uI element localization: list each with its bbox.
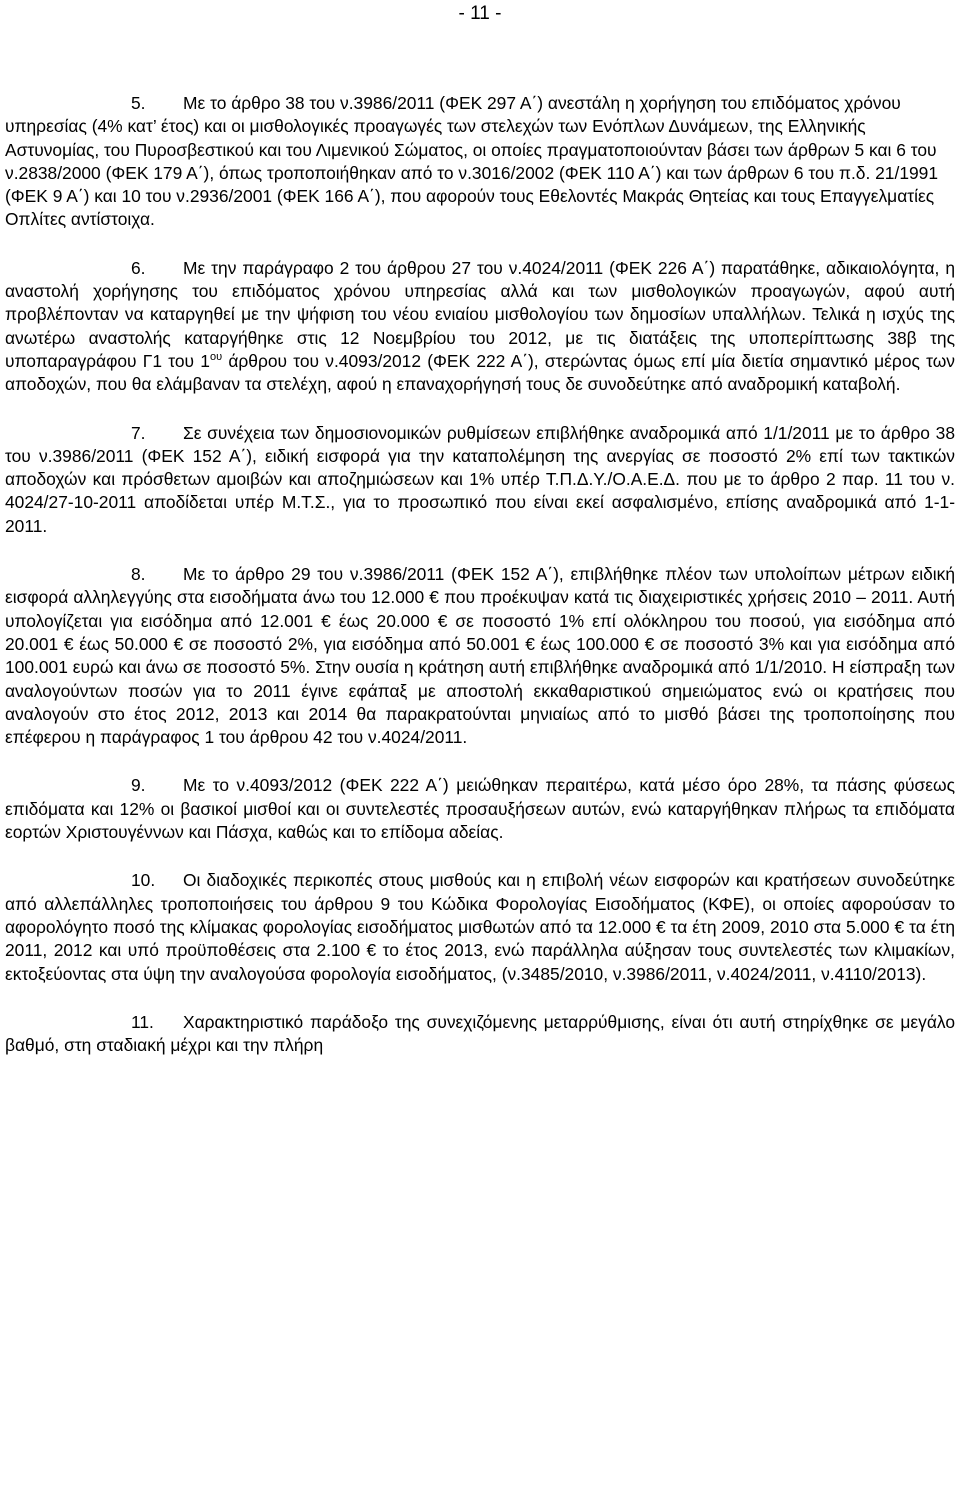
paragraph-11 — [5, 1011, 955, 1058]
paragraph-number: 7. — [131, 422, 146, 443]
paragraph-7 — [5, 422, 955, 538]
paragraph-number: 11. — [131, 1011, 154, 1032]
paragraph-text: Με το ν.4093/2012 (ΦΕΚ 222 Α΄) μειώθηκαν περαιτέρω, κατά μέσο όρο 28%, τα πάσης φύσεως επιδόματα και 12% οι βασικοί μισθοί και οι συντελεστές προσαυξήσεων αυτών, ενώ καταργήθηκαν πλήρως τα επιδόματα εορτών Χριστουγέννων και Πάσχα, καθώς και το επίδομα αδείας. — [5, 775, 955, 843]
ordinal-superscript: ου — [209, 351, 223, 364]
paragraph-text: Με το άρθρο 29 του ν.3986/2011 (ΦΕΚ 152 Α΄), επιβλήθηκε πλέον των υπολοίπων μέτρων ειδική εισφορά αλληλεγγύης στα εισοδήματα άνω του 12.000 € που προέκυψαν κατά τις διαχειριστικές χρήσεις 2010 – 2011. Αυτή υπολογίζεται για εισόδημα από 12.001 € έως 20.000 € σε ποσοστό 1% επί ολόκληρου του ποσού, για εισόδημα από 20.001 € έως 50.000 € σε ποσοστό 2%, για εισόδημα από 50.001 € έως 100.000 € σε ποσοστό 3% και για εισόδημα από 100.001 ευρώ και άνω σε ποσοστό 5%. Στην ουσία η κράτηση αυτή επιβλήθηκε αναδρομικά από 1/1/2010. Η είσπραξη των αναλογούντων ποσών για το 2011 έγινε εφάπαξ με αποστολή εκκαθαριστικού σημειώματος ενώ οι κρατήσεις που αναλογούν στο έτος 2012, 2013 και 2014 θα παρακρατούνται μηνιαίως από το μισθό βάσει της τροποποίησης που επέφερου η παράγραφος 1 του άρθρου 42 του ν.4024/2011. — [5, 564, 955, 748]
paragraph-text: Σε συνέχεια των δημοσιονομικών ρυθμίσεων επιβλήθηκε αναδρομικά από 1/1/2011 με το άρθρο 38 του ν.3986/2011 (ΦΕΚ 152 Α΄), ειδική εισφορά για την καταπολέμηση της ανεργίας σε ποσοστό 2% επί των τακτικών αποδοχών και πρόσθετων αμοιβών και αποζημιώσεων και 1% υπέρ Τ.Π.Δ.Υ./Ο.Α.Ε.Δ. που με το άρθρο 2 παρ. 11 του ν. 4024/27-10-2011 αποδίδεται υπέρ Μ.Τ.Σ., για το προσωπικό που είναι εκεί ασφαλισμένο, επίσης αναδρομικά από 1-1-2011. — [5, 422, 955, 536]
paragraph-text: Οι διαδοχικές περικοπές στους μισθούς και η επιβολή νέων εισφορών και κρατήσεων συνοδεύτηκε από αλλεπάλληλες τροποποιήσεις του άρθρου 9 του Κώδικα Φορολογίας Εισοδήματος (ΚΦΕ), οι οποίες αφορούσαν το αφορολόγητο ποσό της κλίμακας φορολογίας εισοδήματος μισθωτών από τα 12.000 € τα έτη 2009, 2010 στα 5.000 € τα έτη 2011, 2012 και υπό προϋποθέσεις στα 2.100 € το έτος 2013, ενώ παράλληλα αύξησαν τους συντελεστές των κλιμακίων, εκτοξεύοντας στα ύψη την αναλογούσα φορολογία εισοδήματος, (ν.3485/2010, ν.3986/2011, ν.4024/2011, ν.4110/2013). — [5, 870, 955, 984]
paragraph-text-continued: άρθρου του ν.4093/2012 (ΦΕΚ 222 Α΄), στερώντας όμως επί μία διετία σημαντικό μέρος των αποδοχών, που θα ελάμβαναν τα στελέχη, αφού η επαναχορήγησή τους δε συνοδεύτηκε από αναδρομική καταβολή. — [5, 350, 955, 395]
paragraph-text: Με την παράγραφο 2 του άρθρου 27 του ν.4024/2011 (ΦΕΚ 226 Α΄) παρατάθηκε, αδικαιολόγητα, η αναστολή χορήγησης του επιδόματος χρόνου υπηρεσίας αλλά και των μισθολογικών προαγωγών, αφού αυτή προβλέπονταν να καταργηθεί με την ψήφιση του νέου ενιαίου μισθολογίου των δημοσίων υπαλλήλων. Τελικά η ισχύς της ανωτέρω αναστολής καταργήθηκε στις 12 Νοεμβρίου του 2012, με τις διατάξεις της υποπερίπτωσης 38β της υποπαραγράφου Γ1 του 1 — [5, 257, 955, 371]
paragraph-8 — [5, 563, 955, 749]
paragraph-number: 5. — [131, 93, 146, 113]
document-body — [5, 92, 955, 1082]
paragraph-9 — [5, 774, 955, 844]
paragraph-5 — [5, 92, 955, 232]
paragraph-6 — [5, 257, 955, 397]
paragraph-number: 9. — [131, 775, 146, 796]
paragraph-number: 10. — [131, 870, 156, 891]
page-number: - 11 - — [458, 3, 502, 24]
paragraph-text: Χαρακτηριστικό παράδοξο της συνεχιζόμενης μεταρρύθμισης, είναι ότι αυτή στηρίχθηκε σε μεγάλο βαθμό, στη σταδιακή μέχρι και την πλήρη — [5, 1011, 955, 1056]
paragraph-number: 6. — [131, 257, 146, 278]
paragraph-10 — [5, 869, 955, 985]
paragraph-number: 8. — [131, 564, 146, 585]
paragraph-text: Με το άρθρο 38 του ν.3986/2011 (ΦΕΚ 297 Α΄) ανεστάλη η χορήγηση του επιδόματος χρόνου υπηρεσίας (4% κατ’ έτος) και οι μισθολογικές προαγωγές των στελεχών των Ενόπλων Δυνάμεων, της Ελληνικής Αστυνομίας, του Πυροσβεστικού και του Λιμενικού Σώματος, οι οποίες πραγματοποιούνταν βάσει των άρθρων 5 και 6 του ν.2838/2000 (ΦΕΚ 179 Α΄), όπως τροποποιήθηκαν από το ν.3016/2002 (ΦΕΚ 110 Α΄) και των άρθρων 6 του π.δ. 21/1991 (ΦΕΚ 9 Α΄) και 10 του ν.2936/2001 (ΦΕΚ 166 Α΄), που αφορούν τους Εθελοντές Μακράς Θητείας και τους Επαγγελματίες Οπλίτες αντίστοιχα. — [5, 93, 939, 230]
